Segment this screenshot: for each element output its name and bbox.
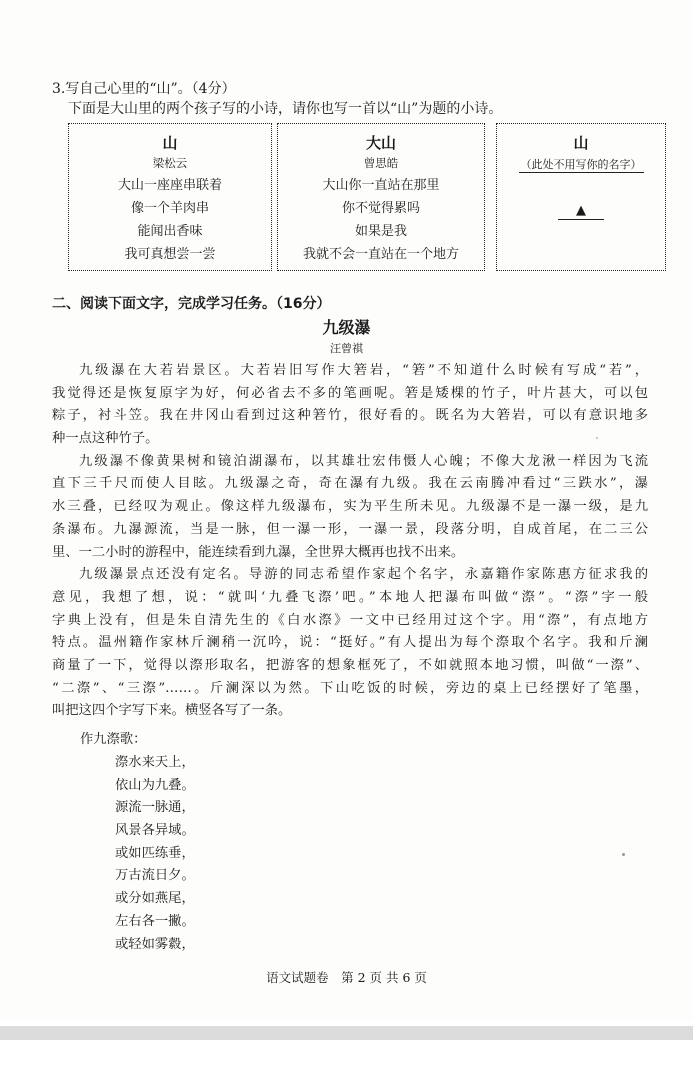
- poem-line: 我就不会一直站在一个地方: [302, 247, 459, 262]
- text-line: 意见，我想了想，说：“就叫‘九叠飞漈’吧。”本地人把瀑布叫做“漈”。“漈”字一般: [52, 589, 648, 605]
- article-author: 汪曾祺: [330, 342, 363, 355]
- poem-title: 山: [162, 134, 178, 152]
- question-3-instruction: 下面是大山里的两个孩子写的小诗，请你也写一首以“山”为题的小诗。: [68, 101, 503, 117]
- text-line: 叫把这四个字写下来。横竖各写了一条。: [52, 703, 292, 719]
- poem-verse: 源流一脉通，: [115, 800, 195, 816]
- question-3-heading: 3.写自己心里的“山”。（4分）: [52, 81, 236, 97]
- poem-verse: 漈水来天上，: [115, 755, 195, 770]
- text-line: 商量了一下，觉得以漈形取名，把游客的想象框死了，不如就照本地习惯，叫做“一漈”、: [52, 657, 648, 673]
- text-line: 九级瀑景点还没有定名。导游的同志希望作家起个名字，永嘉籍作家陈惠方征求我的: [79, 567, 648, 583]
- bottom-band: [0, 1026, 693, 1040]
- poem-title: 大山: [365, 134, 396, 152]
- poem-box-2: [277, 123, 485, 271]
- poem-line: 我可真想尝一尝: [124, 247, 216, 262]
- nine-cascades-poem: [115, 752, 195, 956]
- article-body: [52, 360, 648, 723]
- poem-verse: 万古流日夕。: [115, 868, 195, 884]
- text-line: 里、一二小时的游程中，能连续看到九瀑，全世界大概再也找不出来。: [52, 544, 465, 560]
- poem-verse: 左右各一撇。: [115, 913, 195, 929]
- poem-line: 你不觉得累吗: [341, 201, 420, 216]
- text-line: “二漈”、“三漈”……。斤澜深以为然。下山吃饭的时候，旁边的桌上已经摆好了笔墨，: [52, 680, 648, 696]
- scan-speck: [596, 437, 598, 439]
- text-line: 粽子，衬斗笠。我在井冈山看到过这种箬竹，很好看的。既名为大箬岩，可以有意识地多: [52, 408, 648, 424]
- text-line: 九级瀑在大若岩景区。大若岩旧写作大箬岩，“箬”不知道什么时候有写成“若”，: [79, 363, 648, 378]
- poem-verse: 风景各异域。: [115, 823, 195, 839]
- poem-verse: 或分如燕尾，: [115, 891, 195, 907]
- poem-verse: 或如匹练垂，: [115, 845, 195, 861]
- poem-line: 大山你一直站在那里: [322, 178, 440, 193]
- section-2-heading: 二、阅读下面文字，完成学习任务。（16分）: [52, 296, 331, 312]
- page-footer: 语文试题卷 第 2 页 共 6 页: [266, 970, 427, 985]
- poem-line: 如果是我: [354, 224, 407, 239]
- poem-author: 梁松云: [152, 156, 188, 170]
- poem-line: 能闻出香味: [137, 224, 203, 239]
- poem-verse: 或轻如雾縠，: [115, 936, 195, 952]
- text-line: 我觉得还是恢复原字为好，何必省去不多的笔画呢。箬是矮棵的竹子，叶片甚大，可以包: [52, 385, 648, 401]
- text-line: 九级瀑不像黄果树和镜泊湖瀑布，以其雄壮宏伟慑人心魄；不像大龙湫一样因为飞流: [79, 453, 648, 469]
- article-title: 九级瀑: [322, 318, 371, 337]
- text-line: 特点。温州籍作家林斤澜稍一沉吟，说：“挺好。”有人提出为每个漈取个名字。我和斤澜: [52, 635, 648, 651]
- poem-box-answer[interactable]: [496, 123, 666, 271]
- text-line: 直下三千尺而使人目眩。九级瀑之奇，奇在瀑有九级。我在云南腾冲看过“三跌水”，瀑: [52, 476, 648, 492]
- poem-author: 曾思皓: [363, 156, 399, 170]
- text-line: 水三叠，已经叹为观止。像这样九级瀑布，实为平生所未见。九级瀑不是一瀑一级，是九: [52, 499, 648, 515]
- poem-heading: 作九漈歌：: [80, 732, 147, 747]
- name-note: （此处不用写你的名字）: [520, 158, 642, 171]
- poem-line: 像一个羊肉串: [130, 201, 209, 216]
- poem-boxes: [68, 123, 666, 273]
- text-line: 种一点这种竹子。: [52, 431, 159, 447]
- poem-title: 山: [573, 134, 589, 152]
- poem-verse: 依山为九叠。: [115, 777, 195, 793]
- text-line: 条瀑布。九瀑源流，当是一脉，但一瀑一形，一瀑一景，段落分明，自成首尾，在二三公: [52, 521, 648, 537]
- scan-speck: [622, 853, 625, 856]
- answer-blank-triangle[interactable]: ▲: [558, 203, 604, 220]
- text-line: 字典上没有，但是朱自清先生的《白水漈》一文中已经用过这个字。用“漈”，有点地方: [52, 612, 648, 628]
- poem-box-1: [68, 123, 272, 271]
- poem-line: 大山一座座串联着: [117, 178, 222, 193]
